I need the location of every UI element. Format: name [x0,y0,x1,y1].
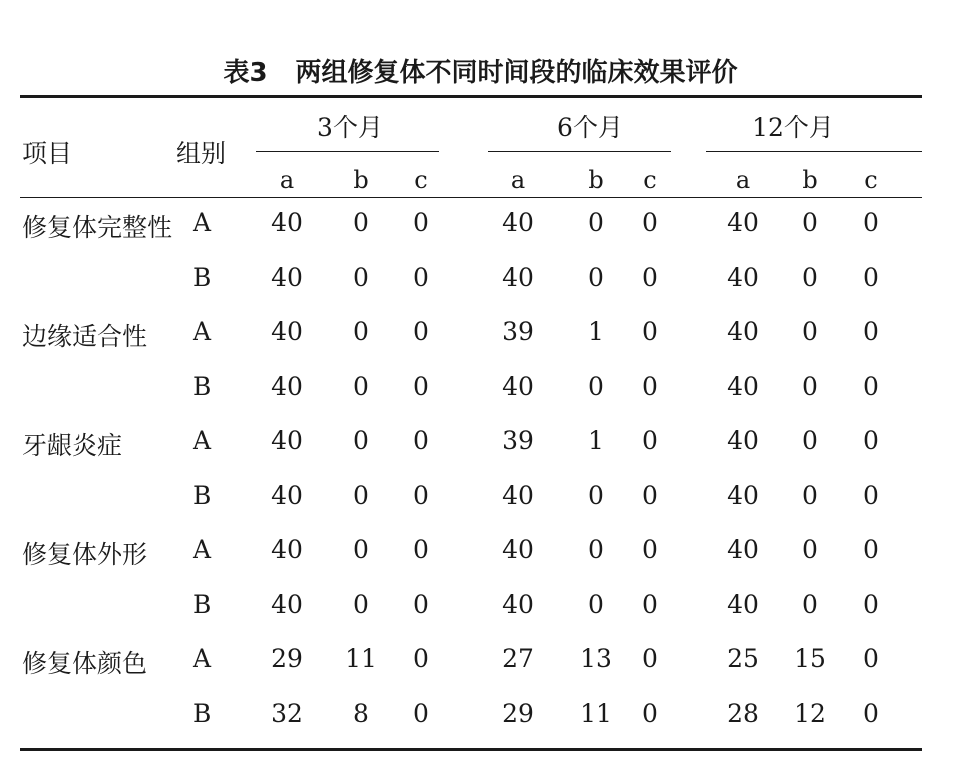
table-number: 表3 [223,58,268,88]
row-group-label: B [193,698,212,728]
value-cell: 0 [863,208,879,237]
value-cell: 0 [802,208,818,237]
value-cell: 40 [727,317,759,346]
value-cell: 40 [727,589,759,619]
value-cell: 0 [413,480,429,510]
value-cell: 13 [580,644,612,673]
value-cell: 0 [863,480,879,510]
value-cell: 0 [353,480,369,510]
value-cell: 0 [588,262,604,292]
value-cell: 0 [802,317,818,346]
value-cell: 40 [271,317,303,346]
value-cell: 29 [271,644,303,673]
subheader-6m-c: c [643,166,657,194]
value-cell: 0 [642,480,658,510]
value-cell: 0 [863,589,879,619]
value-cell: 0 [413,371,429,401]
value-cell: 0 [863,371,879,401]
value-cell: 0 [353,426,369,455]
value-cell: 0 [588,480,604,510]
row-group-label: A [193,535,212,564]
subheader-6m-b: b [588,166,604,194]
value-cell: 40 [727,371,759,401]
value-cell: 39 [502,426,534,455]
value-cell: 40 [502,535,534,564]
value-cell: 0 [588,589,604,619]
value-cell: 0 [353,535,369,564]
subheader-3m-b: b [353,166,369,194]
row-item-label: 牙龈炎症 [22,431,123,460]
value-cell: 0 [413,535,429,564]
value-cell: 0 [588,208,604,237]
value-cell: 0 [642,589,658,619]
subheader-12m-a: a [735,166,751,194]
value-cell: 0 [642,535,658,564]
value-cell: 0 [588,371,604,401]
value-cell: 1 [588,426,604,455]
header-period-6m: 6个月 [557,113,623,142]
value-cell: 0 [642,262,658,292]
value-cell: 0 [863,262,879,292]
value-cell: 0 [353,371,369,401]
header-period-12m: 12个月 [752,113,834,142]
value-cell: 11 [345,644,377,673]
value-cell: 0 [802,535,818,564]
row-group-label: B [193,371,212,401]
value-cell: 0 [413,644,429,673]
value-cell: 40 [271,589,303,619]
header-period-3m: 3个月 [317,113,383,142]
value-cell: 15 [794,644,826,673]
value-cell: 29 [502,698,534,728]
value-cell: 0 [413,589,429,619]
value-cell: 40 [727,208,759,237]
value-cell: 40 [271,371,303,401]
row-group-label: A [193,317,212,346]
value-cell: 40 [271,262,303,292]
header-group: 组别 [176,139,227,168]
value-cell: 27 [502,644,534,673]
value-cell: 25 [727,644,759,673]
value-cell: 40 [727,535,759,564]
value-cell: 40 [502,262,534,292]
header-item: 项目 [22,139,73,168]
value-cell: 11 [580,698,612,728]
table-title [0,52,961,89]
value-cell: 32 [271,698,303,728]
value-cell: 28 [727,698,759,728]
row-item-label: 修复体完整性 [22,213,173,242]
value-cell: 0 [863,317,879,346]
value-cell: 0 [863,426,879,455]
value-cell: 40 [727,480,759,510]
period-underline-3m [256,151,439,152]
row-group-label: B [193,480,212,510]
value-cell: 40 [502,480,534,510]
value-cell: 0 [353,317,369,346]
value-cell: 12 [794,698,826,728]
value-cell: 0 [642,317,658,346]
value-cell: 40 [727,426,759,455]
subheader-3m-a: a [279,166,295,194]
value-cell: 0 [863,698,879,728]
top-rule [20,95,922,98]
value-cell: 0 [642,208,658,237]
value-cell: 0 [863,535,879,564]
row-group-label: A [193,644,212,673]
value-cell: 40 [271,208,303,237]
value-cell: 40 [502,371,534,401]
table-caption: 两组修复体不同时间段的临床效果评价 [295,58,738,88]
value-cell: 0 [642,644,658,673]
value-cell: 0 [802,480,818,510]
value-cell: 0 [353,589,369,619]
row-group-label: B [193,262,212,292]
header-rule [20,197,922,198]
row-group-label: A [193,426,212,455]
value-cell: 0 [802,589,818,619]
period-underline-12m [706,151,922,152]
value-cell: 0 [802,371,818,401]
row-item-label: 修复体颜色 [22,649,148,678]
value-cell: 0 [642,426,658,455]
subheader-12m-c: c [864,166,878,194]
value-cell: 40 [727,262,759,292]
value-cell: 0 [642,698,658,728]
value-cell: 0 [413,698,429,728]
row-group-label: A [193,208,212,237]
value-cell: 0 [863,644,879,673]
value-cell: 0 [588,535,604,564]
period-underline-6m [488,151,671,152]
value-cell: 40 [271,426,303,455]
subheader-12m-b: b [802,166,818,194]
value-cell: 8 [353,698,369,728]
subheader-6m-a: a [510,166,526,194]
row-group-label: B [193,589,212,619]
row-item-label: 修复体外形 [22,540,148,569]
value-cell: 40 [502,589,534,619]
value-cell: 0 [353,208,369,237]
bottom-rule [20,748,922,751]
value-cell: 0 [802,262,818,292]
value-cell: 0 [413,317,429,346]
value-cell: 40 [271,535,303,564]
value-cell: 0 [353,262,369,292]
value-cell: 0 [642,371,658,401]
value-cell: 39 [502,317,534,346]
value-cell: 40 [502,208,534,237]
value-cell: 40 [271,480,303,510]
value-cell: 0 [413,262,429,292]
value-cell: 0 [413,208,429,237]
value-cell: 0 [802,426,818,455]
row-item-label: 边缘适合性 [22,322,148,351]
value-cell: 0 [413,426,429,455]
value-cell: 1 [588,317,604,346]
subheader-3m-c: c [414,166,428,194]
